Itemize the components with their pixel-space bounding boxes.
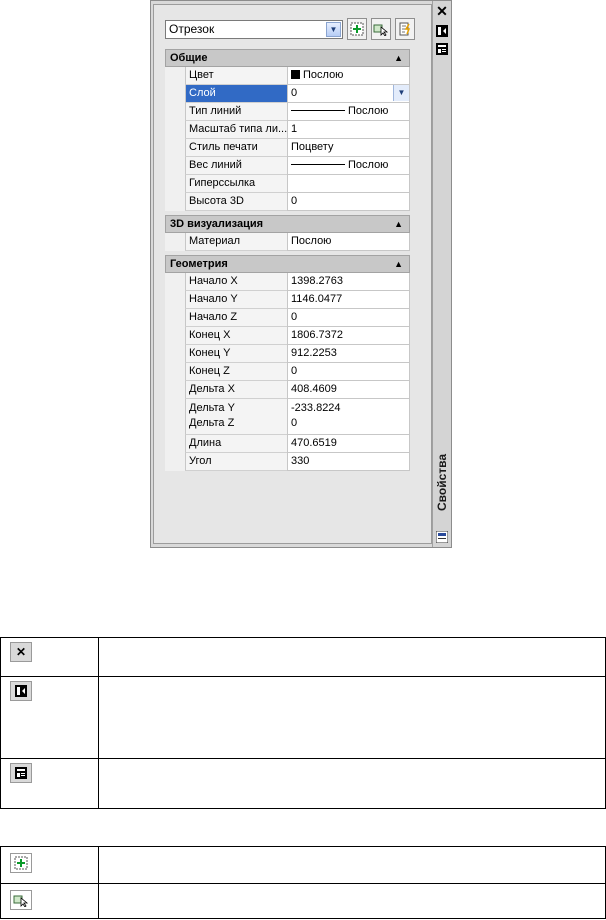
- chevron-down-icon[interactable]: ▼: [393, 85, 409, 101]
- collapse-icon[interactable]: ▲: [394, 259, 403, 269]
- palette-titlebar[interactable]: [432, 1, 451, 547]
- property-row-end-z[interactable]: [165, 363, 410, 381]
- property-value[interactable]: Послою: [287, 233, 410, 251]
- property-value[interactable]: 470.6519: [287, 435, 410, 453]
- collapse-icon[interactable]: ▲: [394, 53, 403, 63]
- property-name: Масштаб типа ли...: [185, 121, 287, 139]
- property-name: Начало X: [185, 273, 287, 291]
- line-sample-icon: [291, 164, 345, 165]
- property-name-delta-y: Дельта Y: [189, 402, 235, 414]
- property-value-text: 0: [291, 87, 298, 99]
- property-value[interactable]: 0: [287, 363, 410, 381]
- palette-title: Свойства: [435, 453, 449, 511]
- property-name: Конец Z: [185, 363, 287, 381]
- object-type-value: Отрезок: [169, 22, 215, 36]
- property-name: Начало Z: [185, 309, 287, 327]
- toggle-pickadd-button[interactable]: [347, 18, 367, 40]
- property-value[interactable]: 912.2253: [287, 345, 410, 363]
- property-value-delta-y: -233.8224: [291, 402, 341, 414]
- quick-select-icon: [398, 22, 412, 36]
- property-row-start-z[interactable]: [165, 309, 410, 327]
- category-3d-title: 3D визуализация: [170, 218, 264, 230]
- property-name: Конец Y: [185, 345, 287, 363]
- properties-menu-icon[interactable]: [436, 43, 448, 55]
- property-row-linetype[interactable]: [165, 103, 410, 121]
- category-general[interactable]: [165, 49, 410, 67]
- property-row-angle[interactable]: [165, 453, 410, 471]
- property-value-text: Послою: [303, 69, 344, 81]
- property-value-layer[interactable]: [287, 85, 410, 103]
- properties-palette: [150, 0, 452, 548]
- line-sample-icon: [291, 110, 345, 111]
- property-row-hyperlink[interactable]: [165, 175, 410, 193]
- property-value[interactable]: 1146.0477: [287, 291, 410, 309]
- property-row-length[interactable]: [165, 435, 410, 453]
- pickadd-icon: [350, 22, 364, 36]
- property-row-start-x[interactable]: [165, 273, 410, 291]
- property-value[interactable]: 408.4609: [287, 381, 410, 399]
- property-value-text: Послою: [348, 105, 389, 117]
- select-objects-button[interactable]: [371, 18, 391, 40]
- property-value-lineweight[interactable]: [287, 157, 410, 175]
- property-row-delta-yz[interactable]: [165, 399, 410, 435]
- property-row-plotstyle[interactable]: [165, 139, 410, 157]
- close-icon[interactable]: ✕: [436, 3, 448, 19]
- property-row-thickness[interactable]: [165, 193, 410, 211]
- property-name-delta-z: Дельта Z: [189, 417, 235, 429]
- property-name: Длина: [185, 435, 287, 453]
- property-row-end-x[interactable]: [165, 327, 410, 345]
- property-name: Начало Y: [185, 291, 287, 309]
- color-swatch-icon: [291, 70, 300, 79]
- property-value-linetype[interactable]: [287, 103, 410, 121]
- icon-legend-table: [0, 637, 606, 809]
- property-value-text: Послою: [348, 159, 389, 171]
- table-row: [1, 638, 606, 677]
- table-row: [1, 759, 606, 809]
- property-value-delta-z: 0: [291, 417, 298, 429]
- property-name: Вес линий: [185, 157, 287, 175]
- toolbar-legend-table: [0, 846, 606, 919]
- palette-menu-icon[interactable]: [436, 531, 448, 543]
- property-value[interactable]: [287, 175, 410, 193]
- object-type-select[interactable]: [165, 20, 343, 39]
- property-name: Гиперссылка: [185, 175, 287, 193]
- auto-hide-icon[interactable]: [436, 25, 448, 37]
- property-name: Слой: [185, 85, 287, 103]
- collapse-icon[interactable]: ▲: [394, 219, 403, 229]
- property-value[interactable]: 1: [287, 121, 410, 139]
- table-row: [1, 677, 606, 759]
- category-geometry-title: Геометрия: [170, 258, 228, 270]
- property-value[interactable]: 0: [287, 193, 410, 211]
- chevron-down-icon[interactable]: ▼: [326, 22, 341, 37]
- property-name: Высота 3D: [185, 193, 287, 211]
- property-row-material[interactable]: [165, 233, 410, 251]
- properties-menu-icon: [10, 763, 32, 783]
- quick-select-button[interactable]: [395, 18, 415, 40]
- category-3d-visualization[interactable]: [165, 215, 410, 233]
- property-value[interactable]: Поцвету: [287, 139, 410, 157]
- auto-hide-icon: [10, 681, 32, 701]
- property-name: Цвет: [185, 67, 287, 85]
- property-row-lineweight[interactable]: [165, 157, 410, 175]
- property-name: Угол: [185, 453, 287, 471]
- property-value-color[interactable]: [287, 67, 410, 85]
- property-grid: [165, 49, 410, 471]
- properties-content: [153, 4, 432, 544]
- property-row-start-y[interactable]: [165, 291, 410, 309]
- select-objects-icon: [10, 890, 32, 910]
- property-row-color[interactable]: [165, 67, 410, 85]
- property-name: Конец X: [185, 327, 287, 345]
- property-value[interactable]: [287, 399, 410, 435]
- property-row-delta-x[interactable]: [165, 381, 410, 399]
- table-row: [1, 847, 606, 884]
- property-value[interactable]: 1806.7372: [287, 327, 410, 345]
- select-objects-icon: [373, 22, 389, 36]
- property-value[interactable]: 330: [287, 453, 410, 471]
- property-name: Тип линий: [185, 103, 287, 121]
- category-general-title: Общие: [170, 52, 208, 64]
- property-name: [185, 399, 287, 435]
- property-name: Материал: [185, 233, 287, 251]
- property-value[interactable]: 1398.2763: [287, 273, 410, 291]
- close-icon: ✕: [10, 642, 32, 662]
- property-name: Дельта X: [185, 381, 287, 399]
- property-row-ltscale[interactable]: [165, 121, 410, 139]
- pickadd-icon: [10, 853, 32, 873]
- category-geometry[interactable]: [165, 255, 410, 273]
- property-value[interactable]: 0: [287, 309, 410, 327]
- property-row-end-y[interactable]: [165, 345, 410, 363]
- property-name: Стиль печати: [185, 139, 287, 157]
- table-row: [1, 884, 606, 919]
- property-row-layer[interactable]: [165, 85, 410, 103]
